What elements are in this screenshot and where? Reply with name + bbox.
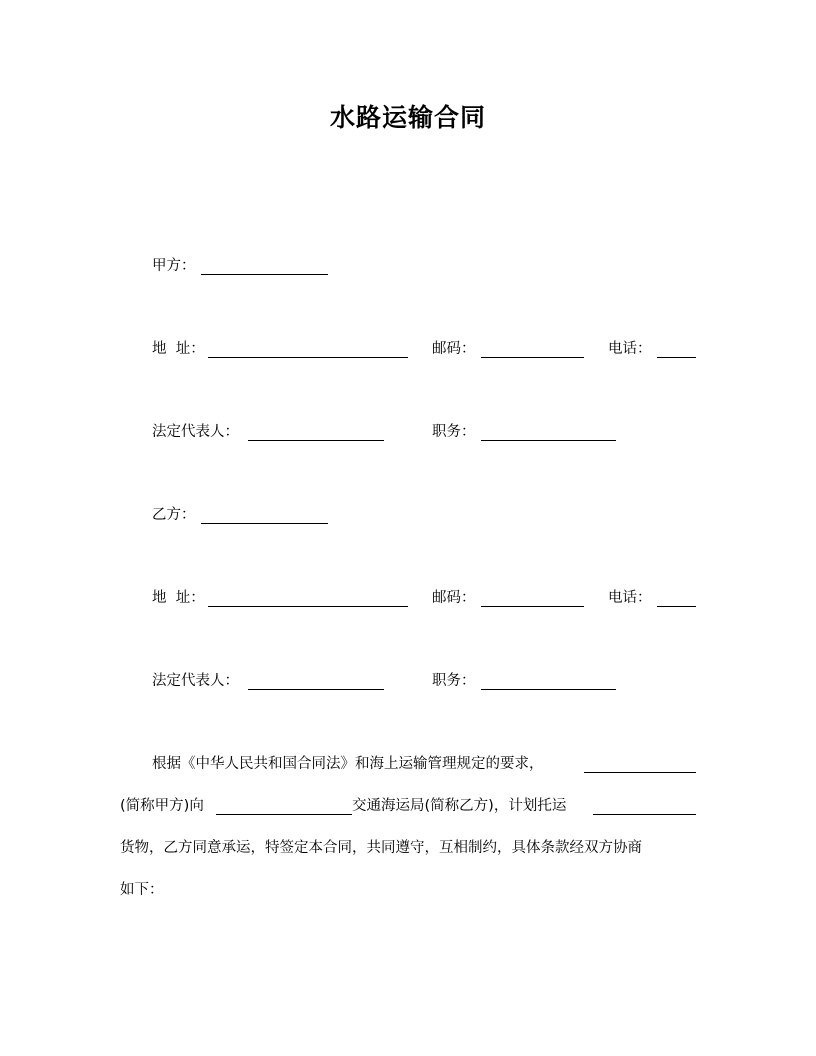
body-line-1: 根据《中华人民共和国合同法》和海上运输管理规定的要求， — [152, 756, 544, 772]
party-a-position-label: 职务： — [432, 424, 476, 440]
party-a-position-blank — [481, 440, 616, 441]
party-a-rep-blank — [248, 440, 384, 441]
party-a-postcode-blank — [481, 357, 584, 358]
party-b-address-label: 地 址： — [152, 590, 205, 606]
party-b-postcode-label: 邮码： — [432, 590, 476, 606]
document-title: 水路运输合同 — [329, 103, 486, 132]
party-b-postcode-blank — [481, 606, 584, 607]
party-a-phone-blank — [657, 357, 696, 358]
body-line-2-end: 交通海运局(简称乙方)，计划托运 — [352, 798, 567, 814]
party-b-label: 乙方： — [152, 507, 196, 523]
party-a-address-blank — [208, 357, 408, 358]
party-b-position-label: 职务： — [432, 673, 476, 689]
party-a-phone-label: 电话： — [608, 341, 652, 357]
party-b-address-blank — [208, 606, 408, 607]
party-a-postcode-label: 邮码： — [432, 341, 476, 357]
body-line-2-start: (简称甲方)向 — [120, 798, 204, 814]
party-a-label: 甲方： — [152, 258, 196, 274]
party-b-name-blank — [201, 523, 328, 524]
body-line-2-blank-b — [593, 814, 696, 815]
party-a-address-label: 地 址： — [152, 341, 205, 357]
body-line-1-blank — [584, 772, 696, 773]
party-a-rep-label: 法定代表人： — [152, 424, 239, 440]
body-line-4: 如下： — [120, 882, 164, 898]
party-b-rep-label: 法定代表人： — [152, 673, 239, 689]
party-a-name-blank — [201, 274, 328, 275]
party-b-rep-blank — [248, 689, 384, 690]
party-b-phone-label: 电话： — [608, 590, 652, 606]
party-b-phone-blank — [657, 606, 696, 607]
body-line-3: 货物，乙方同意承运，特签定本合同，共同遵守，互相制约，具体条款经双方协商 — [120, 840, 642, 856]
body-line-2-blank-a — [216, 814, 352, 815]
party-b-position-blank — [481, 689, 616, 690]
